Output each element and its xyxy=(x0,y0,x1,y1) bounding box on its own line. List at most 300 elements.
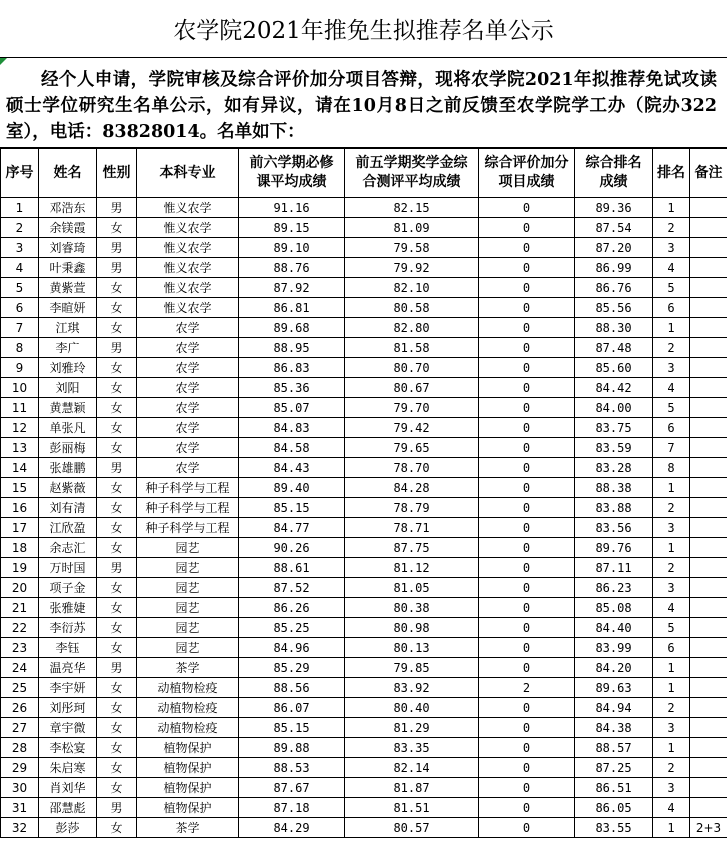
cell-scholarship-avg: 78.71 xyxy=(345,518,479,538)
cell-bonus: 0 xyxy=(479,418,575,438)
cell-major: 惟义农学 xyxy=(137,278,239,298)
cell-index: 10 xyxy=(1,378,39,398)
cell-name: 李宇妍 xyxy=(39,678,97,698)
cell-scholarship-avg: 80.40 xyxy=(345,698,479,718)
cell-bonus: 0 xyxy=(479,318,575,338)
cell-course-avg: 89.15 xyxy=(239,218,345,238)
cell-bonus: 0 xyxy=(479,198,575,218)
cell-bonus: 0 xyxy=(479,438,575,458)
cell-name: 张雄鹏 xyxy=(39,458,97,478)
cell-major: 种子科学与工程 xyxy=(137,478,239,498)
cell-scholarship-avg: 80.98 xyxy=(345,618,479,638)
cell-index: 5 xyxy=(1,278,39,298)
cell-bonus: 0 xyxy=(479,598,575,618)
cell-course-avg: 84.83 xyxy=(239,418,345,438)
table-row xyxy=(1,558,727,578)
cell-overall: 89.63 xyxy=(575,678,653,698)
cell-overall: 84.38 xyxy=(575,718,653,738)
cell-name: 刘有清 xyxy=(39,498,97,518)
cell-bonus: 0 xyxy=(479,758,575,778)
cell-name: 单张凡 xyxy=(39,418,97,438)
cell-course-avg: 91.16 xyxy=(239,198,345,218)
cell-name: 李松宴 xyxy=(39,738,97,758)
cell-bonus: 0 xyxy=(479,658,575,678)
cell-remark xyxy=(690,738,727,758)
cell-major: 动植物检疫 xyxy=(137,678,239,698)
cell-remark xyxy=(690,638,727,658)
cell-index: 15 xyxy=(1,478,39,498)
cell-course-avg: 87.18 xyxy=(239,798,345,818)
cell-name: 刘睿琦 xyxy=(39,238,97,258)
cell-name: 张雅婕 xyxy=(39,598,97,618)
cell-remark xyxy=(690,278,727,298)
table-row xyxy=(1,438,727,458)
cell-course-avg: 84.96 xyxy=(239,638,345,658)
cell-remark xyxy=(690,318,727,338)
cell-rank: 1 xyxy=(653,198,690,218)
cell-rank: 5 xyxy=(653,618,690,638)
cell-index: 3 xyxy=(1,238,39,258)
col-header-major: 本科专业 xyxy=(137,149,239,198)
cell-bonus: 0 xyxy=(479,558,575,578)
cell-scholarship-avg: 84.28 xyxy=(345,478,479,498)
cell-bonus: 0 xyxy=(479,738,575,758)
table-row xyxy=(1,318,727,338)
cell-rank: 4 xyxy=(653,258,690,278)
cell-index: 22 xyxy=(1,618,39,638)
table-row xyxy=(1,218,727,238)
cell-overall: 83.55 xyxy=(575,818,653,838)
cell-name: 朱启寒 xyxy=(39,758,97,778)
cell-overall: 84.42 xyxy=(575,378,653,398)
cell-scholarship-avg: 79.85 xyxy=(345,658,479,678)
cell-overall: 86.05 xyxy=(575,798,653,818)
cell-scholarship-avg: 81.87 xyxy=(345,778,479,798)
cell-remark xyxy=(690,458,727,478)
table-body xyxy=(1,198,727,838)
cell-major: 园艺 xyxy=(137,618,239,638)
cell-rank: 6 xyxy=(653,298,690,318)
cell-major: 茶学 xyxy=(137,658,239,678)
cell-remark xyxy=(690,798,727,818)
cell-rank: 3 xyxy=(653,238,690,258)
cell-remark xyxy=(690,778,727,798)
cell-major: 植物保护 xyxy=(137,758,239,778)
cell-index: 20 xyxy=(1,578,39,598)
cell-name: 江琪 xyxy=(39,318,97,338)
cell-overall: 84.40 xyxy=(575,618,653,638)
cell-major: 园艺 xyxy=(137,638,239,658)
cell-gender: 女 xyxy=(97,518,137,538)
cell-rank: 2 xyxy=(653,218,690,238)
cell-name: 李暄妍 xyxy=(39,298,97,318)
cell-rank: 3 xyxy=(653,578,690,598)
cell-overall: 87.25 xyxy=(575,758,653,778)
cell-scholarship-avg: 78.70 xyxy=(345,458,479,478)
cell-course-avg: 89.40 xyxy=(239,478,345,498)
cell-index: 19 xyxy=(1,558,39,578)
cell-course-avg: 86.81 xyxy=(239,298,345,318)
table-row xyxy=(1,238,727,258)
cell-remark xyxy=(690,498,727,518)
table-row xyxy=(1,478,727,498)
cell-major: 园艺 xyxy=(137,538,239,558)
cell-scholarship-avg: 82.10 xyxy=(345,278,479,298)
cell-index: 2 xyxy=(1,218,39,238)
cell-bonus: 0 xyxy=(479,398,575,418)
cell-overall: 84.94 xyxy=(575,698,653,718)
cell-scholarship-avg: 80.13 xyxy=(345,638,479,658)
cell-scholarship-avg: 81.09 xyxy=(345,218,479,238)
cell-course-avg: 86.26 xyxy=(239,598,345,618)
cell-course-avg: 88.76 xyxy=(239,258,345,278)
cell-gender: 女 xyxy=(97,758,137,778)
cell-scholarship-avg: 80.58 xyxy=(345,298,479,318)
table-row xyxy=(1,618,727,638)
cell-overall: 83.75 xyxy=(575,418,653,438)
col-header-scholarship-avg: 前五学期奖学金综合测评平均成绩 xyxy=(345,149,479,198)
cell-name: 李钰 xyxy=(39,638,97,658)
cell-scholarship-avg: 79.65 xyxy=(345,438,479,458)
cell-major: 植物保护 xyxy=(137,798,239,818)
cell-rank: 3 xyxy=(653,718,690,738)
cell-rank: 1 xyxy=(653,538,690,558)
cell-bonus: 0 xyxy=(479,458,575,478)
cell-name: 李广 xyxy=(39,338,97,358)
cell-gender: 女 xyxy=(97,818,137,838)
table-row xyxy=(1,298,727,318)
cell-major: 惟义农学 xyxy=(137,298,239,318)
cell-overall: 86.51 xyxy=(575,778,653,798)
cell-overall: 85.56 xyxy=(575,298,653,318)
cell-rank: 7 xyxy=(653,438,690,458)
cell-overall: 84.00 xyxy=(575,398,653,418)
cell-remark xyxy=(690,218,727,238)
cell-overall: 83.28 xyxy=(575,458,653,478)
cell-gender: 男 xyxy=(97,238,137,258)
cell-gender: 男 xyxy=(97,558,137,578)
cell-index: 30 xyxy=(1,778,39,798)
cell-major: 植物保护 xyxy=(137,738,239,758)
cell-major: 惟义农学 xyxy=(137,198,239,218)
cell-remark xyxy=(690,258,727,278)
table-row xyxy=(1,658,727,678)
cell-index: 28 xyxy=(1,738,39,758)
col-header-name: 姓名 xyxy=(39,149,97,198)
cell-rank: 2 xyxy=(653,558,690,578)
cell-overall: 83.56 xyxy=(575,518,653,538)
cell-gender: 女 xyxy=(97,638,137,658)
cell-course-avg: 85.36 xyxy=(239,378,345,398)
cell-gender: 男 xyxy=(97,258,137,278)
cell-major: 园艺 xyxy=(137,558,239,578)
cell-scholarship-avg: 79.58 xyxy=(345,238,479,258)
cell-overall: 88.57 xyxy=(575,738,653,758)
cell-index: 21 xyxy=(1,598,39,618)
cell-name: 项子金 xyxy=(39,578,97,598)
cell-bonus: 0 xyxy=(479,298,575,318)
cell-rank: 8 xyxy=(653,458,690,478)
table-row xyxy=(1,798,727,818)
cell-remark xyxy=(690,518,727,538)
table-row xyxy=(1,338,727,358)
cell-course-avg: 84.77 xyxy=(239,518,345,538)
cell-rank: 3 xyxy=(653,778,690,798)
cell-gender: 女 xyxy=(97,298,137,318)
cell-scholarship-avg: 80.38 xyxy=(345,598,479,618)
cell-course-avg: 84.43 xyxy=(239,458,345,478)
cell-major: 惟义农学 xyxy=(137,258,239,278)
cell-name: 章宇微 xyxy=(39,718,97,738)
cell-index: 13 xyxy=(1,438,39,458)
cell-name: 刘雅玲 xyxy=(39,358,97,378)
cell-major: 茶学 xyxy=(137,818,239,838)
cell-overall: 84.20 xyxy=(575,658,653,678)
cell-remark xyxy=(690,398,727,418)
cell-gender: 女 xyxy=(97,358,137,378)
cell-index: 1 xyxy=(1,198,39,218)
cell-gender: 女 xyxy=(97,398,137,418)
cell-bonus: 0 xyxy=(479,258,575,278)
cell-bonus: 0 xyxy=(479,358,575,378)
cell-remark xyxy=(690,478,727,498)
table-row xyxy=(1,538,727,558)
cell-bonus: 0 xyxy=(479,278,575,298)
table-row xyxy=(1,818,727,838)
cell-rank: 2 xyxy=(653,338,690,358)
cell-rank: 3 xyxy=(653,358,690,378)
cell-overall: 89.76 xyxy=(575,538,653,558)
table-row xyxy=(1,738,727,758)
table-row xyxy=(1,398,727,418)
cell-rank: 1 xyxy=(653,318,690,338)
cell-scholarship-avg: 81.05 xyxy=(345,578,479,598)
table-row xyxy=(1,418,727,438)
table-row xyxy=(1,638,727,658)
cell-index: 17 xyxy=(1,518,39,538)
cell-gender: 女 xyxy=(97,538,137,558)
cell-index: 24 xyxy=(1,658,39,678)
cell-scholarship-avg: 78.79 xyxy=(345,498,479,518)
cell-scholarship-avg: 83.35 xyxy=(345,738,479,758)
table-row xyxy=(1,758,727,778)
cell-rank: 2 xyxy=(653,498,690,518)
cell-course-avg: 85.29 xyxy=(239,658,345,678)
cell-comment-marker-icon xyxy=(0,58,7,65)
cell-index: 31 xyxy=(1,798,39,818)
cell-rank: 6 xyxy=(653,638,690,658)
table-row xyxy=(1,598,727,618)
cell-name: 肖刘华 xyxy=(39,778,97,798)
cell-name: 温亮华 xyxy=(39,658,97,678)
cell-overall: 87.48 xyxy=(575,338,653,358)
cell-scholarship-avg: 79.92 xyxy=(345,258,479,278)
cell-overall: 86.76 xyxy=(575,278,653,298)
cell-remark xyxy=(690,358,727,378)
table-row xyxy=(1,198,727,218)
cell-rank: 5 xyxy=(653,278,690,298)
cell-scholarship-avg: 80.57 xyxy=(345,818,479,838)
col-header-index: 序号 xyxy=(1,149,39,198)
cell-overall: 87.20 xyxy=(575,238,653,258)
cell-course-avg: 85.15 xyxy=(239,718,345,738)
col-header-course-avg: 前六学期必修课平均成绩 xyxy=(239,149,345,198)
table-row xyxy=(1,518,727,538)
cell-name: 刘彤珂 xyxy=(39,698,97,718)
cell-scholarship-avg: 81.29 xyxy=(345,718,479,738)
cell-overall: 85.08 xyxy=(575,598,653,618)
cell-major: 农学 xyxy=(137,378,239,398)
cell-remark: 2+3 xyxy=(690,818,727,838)
cell-rank: 1 xyxy=(653,678,690,698)
cell-major: 动植物检疫 xyxy=(137,698,239,718)
col-header-remark: 备注 xyxy=(690,149,727,198)
page-title: 农学院2021年推免生拟推荐名单公示 xyxy=(0,0,727,58)
table-row xyxy=(1,258,727,278)
cell-name: 邓浩东 xyxy=(39,198,97,218)
cell-rank: 3 xyxy=(653,518,690,538)
cell-remark xyxy=(690,578,727,598)
cell-remark xyxy=(690,598,727,618)
cell-name: 邵慧彪 xyxy=(39,798,97,818)
cell-name: 黄紫萱 xyxy=(39,278,97,298)
cell-course-avg: 85.15 xyxy=(239,498,345,518)
cell-course-avg: 89.68 xyxy=(239,318,345,338)
cell-remark xyxy=(690,538,727,558)
cell-major: 农学 xyxy=(137,418,239,438)
cell-rank: 2 xyxy=(653,758,690,778)
cell-course-avg: 88.56 xyxy=(239,678,345,698)
cell-bonus: 0 xyxy=(479,238,575,258)
cell-gender: 女 xyxy=(97,418,137,438)
cell-remark xyxy=(690,718,727,738)
cell-remark xyxy=(690,618,727,638)
cell-course-avg: 88.53 xyxy=(239,758,345,778)
cell-index: 12 xyxy=(1,418,39,438)
cell-scholarship-avg: 83.92 xyxy=(345,678,479,698)
cell-overall: 88.38 xyxy=(575,478,653,498)
table-row xyxy=(1,778,727,798)
cell-rank: 1 xyxy=(653,658,690,678)
cell-overall: 89.36 xyxy=(575,198,653,218)
cell-bonus: 0 xyxy=(479,338,575,358)
cell-bonus: 2 xyxy=(479,678,575,698)
cell-scholarship-avg: 79.42 xyxy=(345,418,479,438)
cell-major: 园艺 xyxy=(137,578,239,598)
cell-gender: 女 xyxy=(97,718,137,738)
cell-course-avg: 84.29 xyxy=(239,818,345,838)
cell-gender: 女 xyxy=(97,498,137,518)
cell-rank: 2 xyxy=(653,698,690,718)
cell-overall: 83.99 xyxy=(575,638,653,658)
cell-overall: 86.23 xyxy=(575,578,653,598)
cell-name: 江欣盈 xyxy=(39,518,97,538)
cell-major: 植物保护 xyxy=(137,778,239,798)
cell-course-avg: 88.95 xyxy=(239,338,345,358)
cell-course-avg: 88.61 xyxy=(239,558,345,578)
cell-gender: 女 xyxy=(97,738,137,758)
cell-name: 赵紫薇 xyxy=(39,478,97,498)
table-row xyxy=(1,698,727,718)
cell-gender: 女 xyxy=(97,438,137,458)
cell-gender: 女 xyxy=(97,318,137,338)
cell-name: 黄慧颖 xyxy=(39,398,97,418)
cell-gender: 女 xyxy=(97,378,137,398)
cell-remark xyxy=(690,198,727,218)
cell-course-avg: 87.67 xyxy=(239,778,345,798)
table-row xyxy=(1,278,727,298)
cell-bonus: 0 xyxy=(479,778,575,798)
table-row xyxy=(1,378,727,398)
cell-gender: 女 xyxy=(97,698,137,718)
cell-name: 余镁霞 xyxy=(39,218,97,238)
cell-overall: 85.60 xyxy=(575,358,653,378)
cell-name: 彭莎 xyxy=(39,818,97,838)
cell-index: 26 xyxy=(1,698,39,718)
cell-bonus: 0 xyxy=(479,798,575,818)
cell-course-avg: 85.07 xyxy=(239,398,345,418)
cell-rank: 1 xyxy=(653,818,690,838)
cell-major: 惟义农学 xyxy=(137,238,239,258)
cell-name: 李衍苏 xyxy=(39,618,97,638)
cell-scholarship-avg: 80.70 xyxy=(345,358,479,378)
table-row xyxy=(1,578,727,598)
cell-gender: 男 xyxy=(97,458,137,478)
cell-remark xyxy=(690,418,727,438)
cell-gender: 男 xyxy=(97,798,137,818)
cell-major: 农学 xyxy=(137,338,239,358)
col-header-bonus: 综合评价加分项目成绩 xyxy=(479,149,575,198)
cell-rank: 1 xyxy=(653,478,690,498)
table-row xyxy=(1,678,727,698)
cell-gender: 女 xyxy=(97,618,137,638)
cell-course-avg: 90.26 xyxy=(239,538,345,558)
cell-gender: 女 xyxy=(97,678,137,698)
cell-remark xyxy=(690,378,727,398)
cell-scholarship-avg: 81.58 xyxy=(345,338,479,358)
cell-scholarship-avg: 82.14 xyxy=(345,758,479,778)
cell-course-avg: 87.92 xyxy=(239,278,345,298)
cell-remark xyxy=(690,558,727,578)
cell-scholarship-avg: 82.15 xyxy=(345,198,479,218)
cell-remark xyxy=(690,238,727,258)
cell-gender: 女 xyxy=(97,778,137,798)
cell-scholarship-avg: 81.12 xyxy=(345,558,479,578)
cell-course-avg: 85.25 xyxy=(239,618,345,638)
cell-major: 种子科学与工程 xyxy=(137,498,239,518)
cell-overall: 88.30 xyxy=(575,318,653,338)
cell-index: 27 xyxy=(1,718,39,738)
cell-index: 18 xyxy=(1,538,39,558)
cell-bonus: 0 xyxy=(479,478,575,498)
cell-gender: 男 xyxy=(97,198,137,218)
cell-course-avg: 86.07 xyxy=(239,698,345,718)
cell-major: 种子科学与工程 xyxy=(137,518,239,538)
cell-overall: 87.11 xyxy=(575,558,653,578)
cell-major: 农学 xyxy=(137,458,239,478)
cell-remark xyxy=(690,698,727,718)
candidate-table xyxy=(0,148,727,838)
cell-rank: 4 xyxy=(653,798,690,818)
cell-remark xyxy=(690,758,727,778)
cell-remark xyxy=(690,658,727,678)
cell-major: 农学 xyxy=(137,398,239,418)
cell-index: 16 xyxy=(1,498,39,518)
cell-bonus: 0 xyxy=(479,818,575,838)
cell-major: 惟义农学 xyxy=(137,218,239,238)
cell-rank: 6 xyxy=(653,418,690,438)
table-row xyxy=(1,718,727,738)
